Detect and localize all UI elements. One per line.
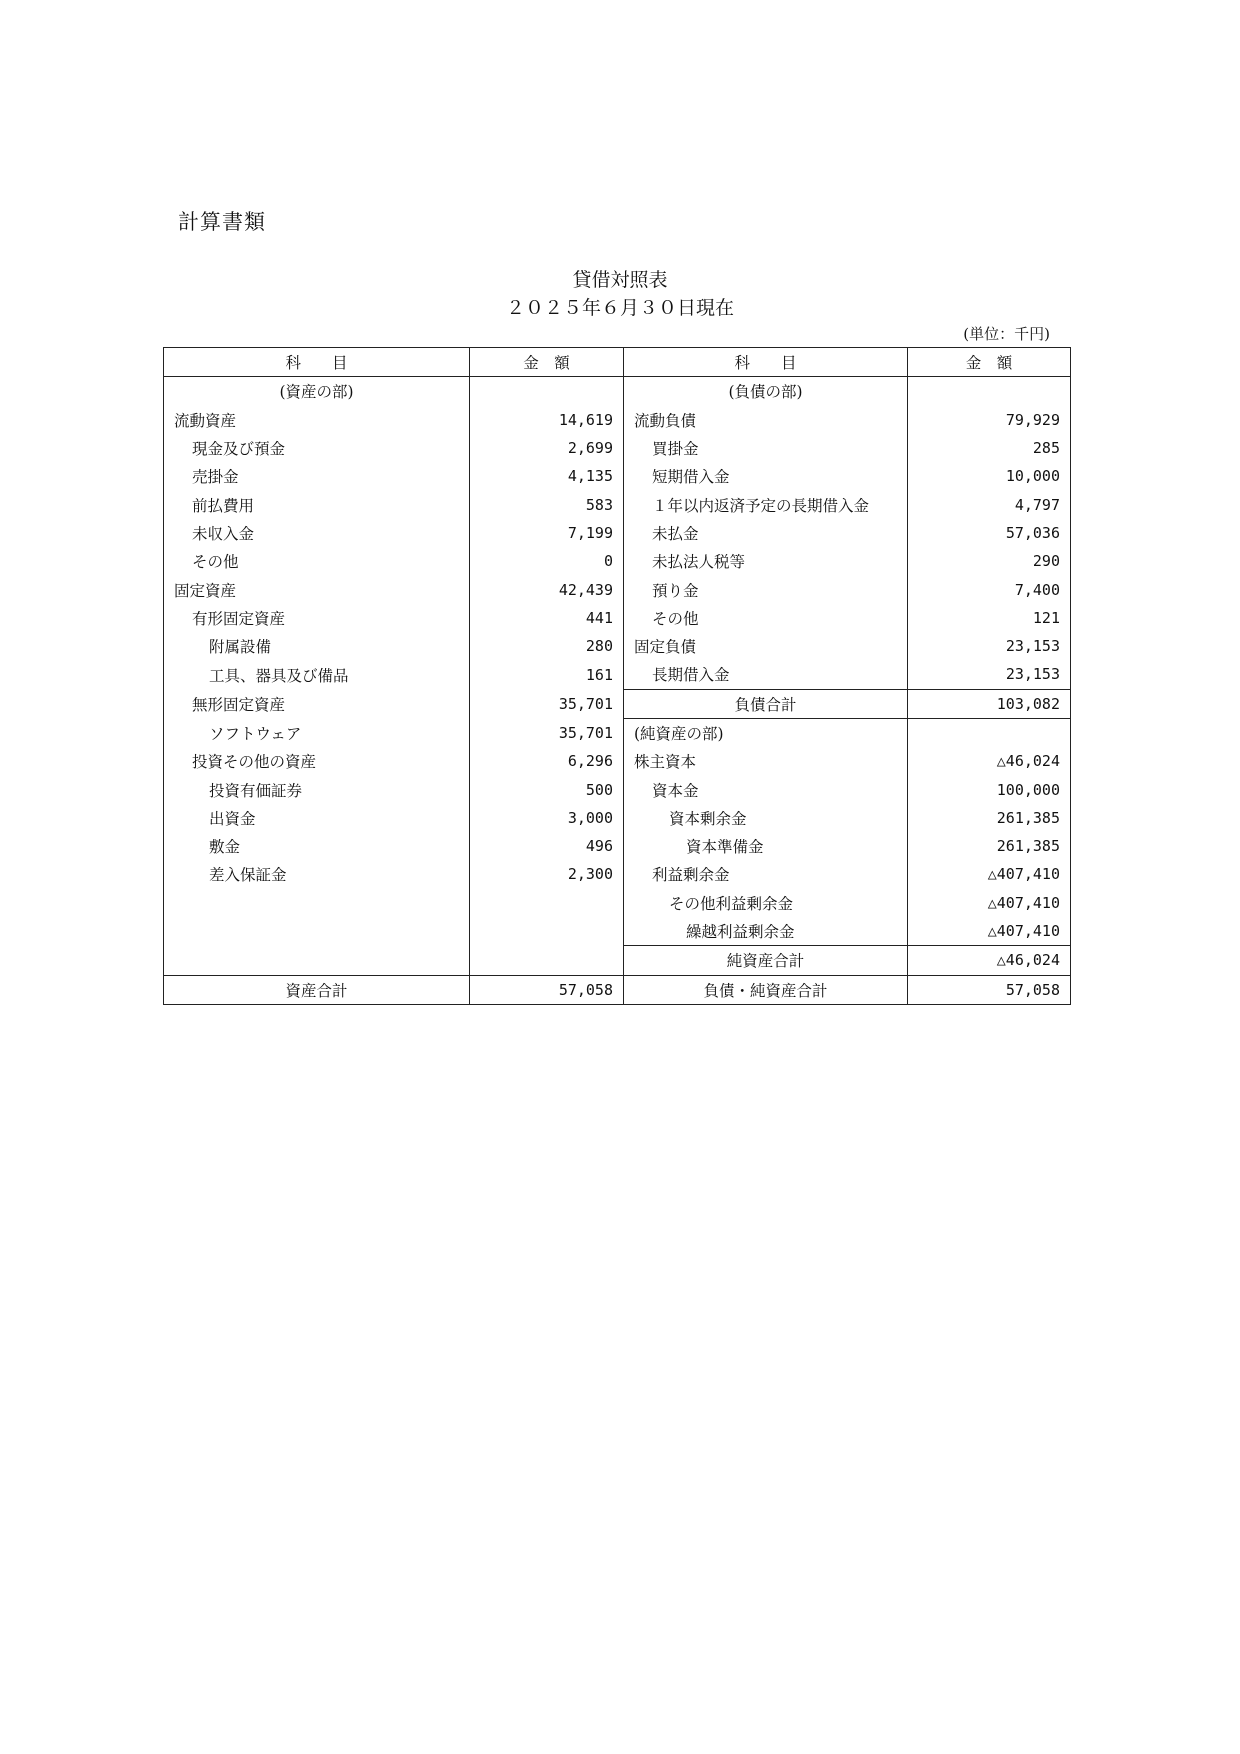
left-account: 附属設備	[164, 632, 470, 660]
table-row	[164, 519, 1071, 547]
right-account: 流動負債	[624, 406, 908, 434]
right-amount: △407,410	[908, 860, 1071, 888]
empty-cell	[164, 917, 470, 946]
net-assets-total-label: 純資産合計	[624, 946, 908, 975]
left-amount: 4,135	[470, 462, 624, 490]
empty-cell	[470, 946, 624, 975]
right-amount: 4,797	[908, 490, 1071, 518]
liabilities-net-assets-total-value: 57,058	[908, 975, 1071, 1004]
table-row	[164, 377, 1071, 406]
table-row	[164, 917, 1071, 946]
table-row	[164, 660, 1071, 689]
unit-note: (単位：千円)	[963, 325, 1050, 343]
table-row	[164, 547, 1071, 575]
right-account: 未払法人税等	[624, 547, 908, 575]
table-row	[164, 575, 1071, 603]
table-row	[164, 604, 1071, 632]
left-account: 投資その他の資産	[164, 747, 470, 775]
table-row	[164, 490, 1071, 518]
right-account: 資本金	[624, 775, 908, 803]
right-amount: 100,000	[908, 775, 1071, 803]
balance-sheet-table	[163, 347, 1071, 1005]
right-amount: △407,410	[908, 917, 1071, 946]
table-row	[164, 889, 1071, 917]
liabilities-total-value: 103,082	[908, 689, 1071, 718]
table-row	[164, 946, 1071, 975]
right-amount: 79,929	[908, 406, 1071, 434]
assets-total-value: 57,058	[470, 975, 624, 1004]
table-row	[164, 775, 1071, 803]
empty-cell	[470, 889, 624, 917]
right-amount: 290	[908, 547, 1071, 575]
header-account-left: 科 目	[164, 348, 470, 377]
table-row	[164, 860, 1071, 888]
left-amount: 14,619	[470, 406, 624, 434]
left-account: 現金及び預金	[164, 434, 470, 462]
right-account: 株主資本	[624, 747, 908, 775]
net-assets-section-label: (純資産の部)	[624, 718, 908, 747]
header-account-right: 科 目	[624, 348, 908, 377]
left-amount: 583	[470, 490, 624, 518]
right-account: その他	[624, 604, 908, 632]
left-account: 工具、器具及び備品	[164, 660, 470, 689]
right-account: 買掛金	[624, 434, 908, 462]
assets-section-label: (資産の部)	[164, 377, 470, 406]
amount-cell	[470, 377, 624, 406]
amount-cell	[908, 377, 1071, 406]
right-amount: 57,036	[908, 519, 1071, 547]
right-amount	[908, 718, 1071, 747]
liabilities-net-assets-total-label: 負債・純資産合計	[624, 975, 908, 1004]
left-account: 流動資産	[164, 406, 470, 434]
right-amount: 7,400	[908, 575, 1071, 603]
right-account: 長期借入金	[624, 660, 908, 689]
left-amount: 6,296	[470, 747, 624, 775]
left-amount: 35,701	[470, 689, 624, 718]
right-account: 繰越利益剰余金	[624, 917, 908, 946]
table-row	[164, 632, 1071, 660]
left-amount: 3,000	[470, 804, 624, 832]
header-row	[164, 348, 1071, 377]
document-heading: 計算書類	[178, 210, 266, 234]
right-amount: 10,000	[908, 462, 1071, 490]
right-account: 未払金	[624, 519, 908, 547]
right-account: 預り金	[624, 575, 908, 603]
empty-cell	[470, 917, 624, 946]
left-account: 差入保証金	[164, 860, 470, 888]
statement-title: 貸借対照表	[572, 269, 668, 291]
right-amount: 23,153	[908, 632, 1071, 660]
table-row	[164, 406, 1071, 434]
right-account: その他利益剰余金	[624, 889, 908, 917]
left-account: ソフトウェア	[164, 718, 470, 747]
header-amount-left: 金 額	[470, 348, 624, 377]
right-amount: △407,410	[908, 889, 1071, 917]
header-amount-right: 金 額	[908, 348, 1071, 377]
right-amount: 121	[908, 604, 1071, 632]
right-amount: 261,385	[908, 804, 1071, 832]
right-account: 短期借入金	[624, 462, 908, 490]
left-account: 出資金	[164, 804, 470, 832]
table-row	[164, 462, 1071, 490]
table-row	[164, 689, 1071, 718]
table-row	[164, 832, 1071, 860]
statement-date: ２０２５年６月３０日現在	[505, 297, 734, 319]
table-row	[164, 747, 1071, 775]
left-account: 有形固定資産	[164, 604, 470, 632]
left-amount: 2,699	[470, 434, 624, 462]
left-amount: 280	[470, 632, 624, 660]
left-account: 投資有価証券	[164, 775, 470, 803]
left-account: 売掛金	[164, 462, 470, 490]
left-account: 前払費用	[164, 490, 470, 518]
right-account: 資本準備金	[624, 832, 908, 860]
left-account: 敷金	[164, 832, 470, 860]
grand-total-row	[164, 975, 1071, 1004]
left-amount: 500	[470, 775, 624, 803]
right-amount: △46,024	[908, 747, 1071, 775]
right-account: １年以内返済予定の長期借入金	[624, 490, 908, 518]
right-account: 固定負債	[624, 632, 908, 660]
assets-total-label: 資産合計	[164, 975, 470, 1004]
left-amount: 35,701	[470, 718, 624, 747]
right-amount: 261,385	[908, 832, 1071, 860]
right-amount: 285	[908, 434, 1071, 462]
table-row	[164, 434, 1071, 462]
left-amount: 441	[470, 604, 624, 632]
empty-cell	[164, 946, 470, 975]
right-account: 利益剰余金	[624, 860, 908, 888]
left-amount: 161	[470, 660, 624, 689]
left-amount: 496	[470, 832, 624, 860]
left-account: 固定資産	[164, 575, 470, 603]
left-amount: 0	[470, 547, 624, 575]
statement-title-block	[0, 266, 1240, 322]
right-account: 資本剰余金	[624, 804, 908, 832]
left-account: その他	[164, 547, 470, 575]
table-row	[164, 718, 1071, 747]
table-row	[164, 804, 1071, 832]
left-account: 未収入金	[164, 519, 470, 547]
left-amount: 7,199	[470, 519, 624, 547]
liabilities-total-label: 負債合計	[624, 689, 908, 718]
right-amount: 23,153	[908, 660, 1071, 689]
left-amount: 2,300	[470, 860, 624, 888]
liabilities-section-label: (負債の部)	[624, 377, 908, 406]
left-amount: 42,439	[470, 575, 624, 603]
empty-cell	[164, 889, 470, 917]
net-assets-total-value: △46,024	[908, 946, 1071, 975]
left-account: 無形固定資産	[164, 689, 470, 718]
